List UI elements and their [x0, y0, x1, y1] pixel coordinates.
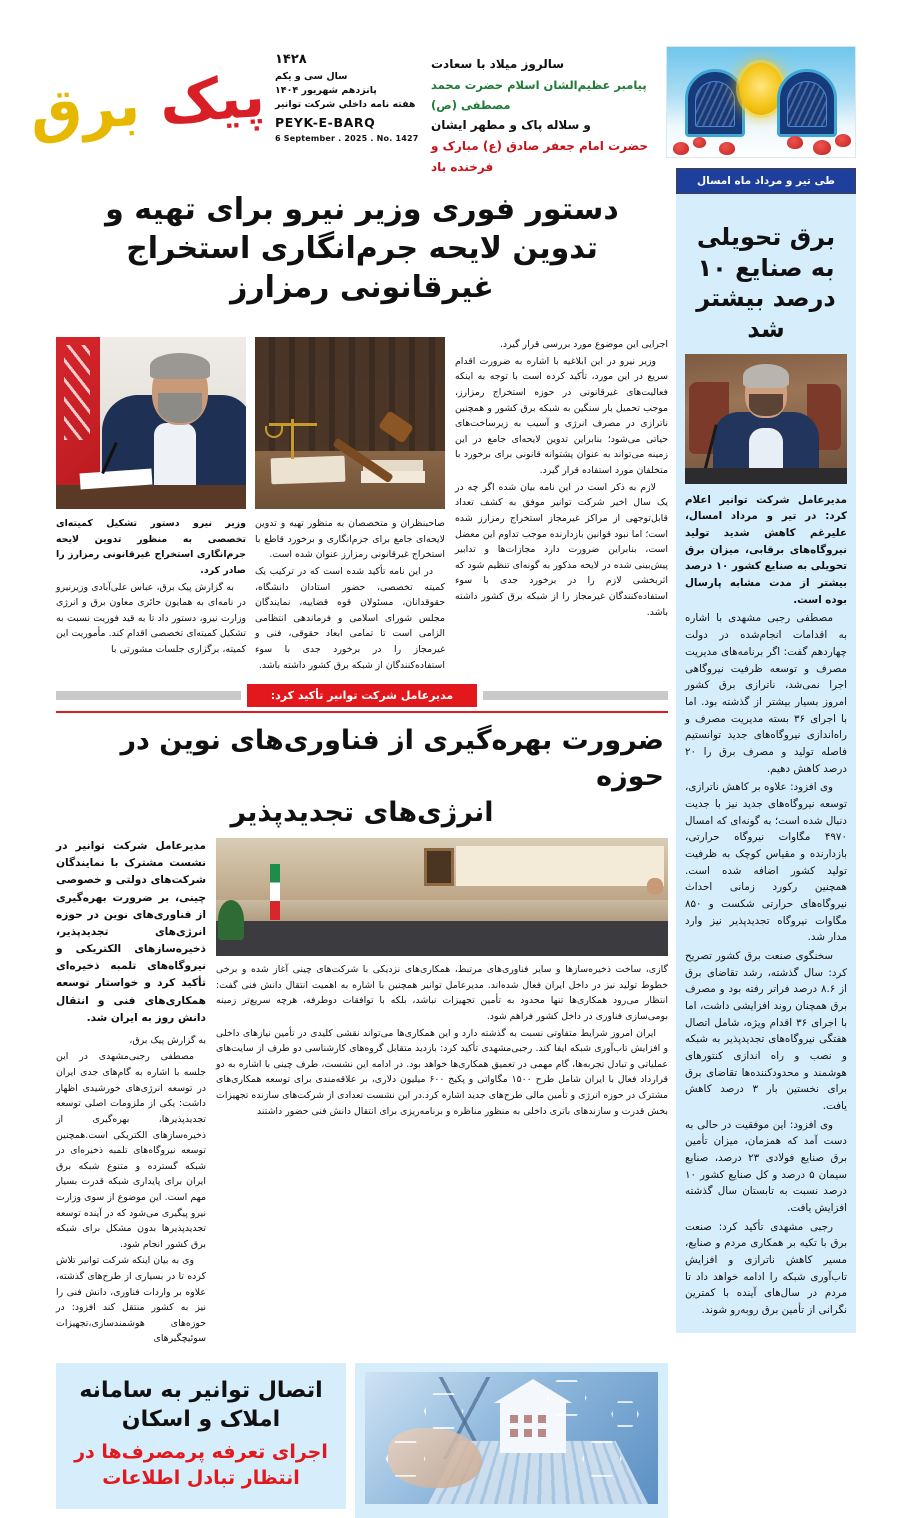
issue-number: ۱۴۲۸ [275, 52, 307, 67]
lead-col-right-p0: وزیر نیرو دستور تشکیل کمیته‌ای تخصصی به منظور تدوین لایحه جرم‌انگاری استخراج غیرقانونی رمزارز را صادر کرد. [56, 518, 246, 577]
red-banner: مدیرعامل شرکت توانیر تأکید کرد: [247, 684, 477, 707]
promo-box [56, 1363, 346, 1509]
lead-col-right [56, 516, 246, 674]
publication-date-fa: پانزدهم شهریور ۱۴۰۴ [275, 84, 377, 96]
feature-lede: مدیرعامل شرکت توانیر در نشست مشترک با نمایندگان شرکت‌های دولتی و خصوصی چینی، بر ضرورت بهره‌گیری از فناوری‌های نوین در حوزه انرژی‌های تجدیدپذیر، ذخیره‌سازهای الکتریکی و نیروگاه‌های تلمبه ذخیره‌ای تأکید کرد و خواستار توسعه همکاری‌های فنی و انتقال دانش روز به ایران شد. [56, 840, 206, 1024]
divider-rule-left [483, 691, 668, 700]
lead-col-left-p0: اجرایی این موضوع مورد بررسی قرار گیرد. [499, 339, 668, 351]
promo-column [56, 1354, 346, 1518]
logo-peyk-text: پیک [157, 61, 268, 138]
sidebar-p5: رجبی مشهدی تأکید کرد: صنعت برق با تکیه بر همکاری مردم و صنایع، مسیر کاهش ناترازی و افزایش تاب‌آوری شبکه را ادامه خواهد داد تا مردم در سال‌های آینده با کمترین نگرانی از تأمین برق روبه‌رو شوند. [685, 1220, 847, 1317]
feature-col-mid [216, 838, 668, 1348]
lead-caption-row [56, 516, 446, 674]
lead-col-left-p2: لازم به ذکر است در این نامه بیان شده اگر چه در یک سال اخیر شرکت توانیر موفق به کشف تعداد قابل‌توجهی از مراکز غیرمجاز استخراج رمزارز شده است؛ اما نبود قوانین بازدارنده موجب تداوم این معضل است، بنابراین ضرورت دارد مجازات‌ها و تدابیر پیش‌بینی شده در لایحه مذکور به گونه‌ای تنظیم شود که اثربخشی لازم را در برخورد جدی با سوء استفاده‌کنندگان غیرمجاز را از شبکه برق کشور داشته باشد. [455, 481, 668, 618]
feature-grid [56, 838, 668, 1348]
section-divider-row [56, 684, 668, 707]
meeting-room-photo [216, 838, 668, 956]
justice-scales-gavel-photo [255, 337, 445, 509]
lead-text-columns [455, 337, 668, 674]
smart-grid-housing-photo [365, 1372, 658, 1504]
lead-col-mid-p1: در این نامه تأکید شده است که در ترکیب یک کمیته تخصصی، حضور استادان دانشگاه، حقوقدانان، مسئولان قوه قضاییه، نمایندگان مجلس شورای اسلامی و فرماندهی انتظامی الزامی است تا تمامی ابعاد حقوقی، فنی و غیرمجاز را در برخورد جدی با سوء استفاده‌کنندگان از شبکه برق کشور داشته باشد. [255, 566, 445, 671]
feature-lede-column [56, 838, 206, 1348]
cloud-hex-icon [611, 1401, 639, 1427]
page-content [56, 168, 856, 1518]
publisher-line: هفته نامه داخلي شركت توانير [275, 99, 416, 110]
feature-story [56, 711, 668, 1518]
lead-headline: دستور فوری وزیر نیرو برای تهیه و تدوین لایحه جرم‌انگاری استخراج غیرقانونی رمزارز [105, 192, 619, 306]
sidebar-p4: وی افزود: این موفقیت در حالی به دست آمد که همزمان، میزان تأمین برق صنایع فولادی ۲۳ درصد، صنایع سیمان ۵ درصد و کل صنایع کشور ۱۰ درصد نسبت به تابستان سال گذشته افزایش یافت. [685, 1118, 847, 1214]
greeting-line-3: و سلاله پاک و مطهر ایشان [431, 118, 591, 133]
lead-photo-column [56, 337, 446, 674]
main-column-area [56, 168, 668, 1518]
sidebar-kicker: طی تیر و مرداد ماه امسال [676, 168, 856, 194]
sidebar-p1: مصطفی رجبی مشهدی با اشاره به اقدامات انجام‌شده در دولت چهاردهم گفت: اگر برنامه‌های مدیریت مصرف و توسعه ظرفیت نیروگاهی اجرا نمی‌شد، ناترازی برق کشور امروز بسیار بیشتر از گذشته بود. اما با اجرای ۳۶ بسته مدیریت مصرف و راه‌اندازی نیروگاه‌های جدید توانستیم فاصله تولید و مصرف برق را ۲۰ درصد کاهش دهیم. [685, 612, 847, 775]
latin-title: PEYK-E-BARQ [275, 115, 376, 131]
lead-photos [56, 337, 446, 509]
divider-rule-right [56, 691, 241, 700]
feature-headline-line-2: انرژی‌های تجدیدپذیر [230, 796, 494, 828]
lead-story [56, 188, 668, 674]
sidebar-p3: سخنگوی صنعت برق کشور تصریح کرد: سال گذشته، رشد تقاضای برق از ۸.۶ درصد فراتر رفته بود و مصرف برق همچنان روند افزایشی داشت، اما با اجرای ۳۶ اقدام ویژه، شامل اتصال هفتگی نیروگاه‌های تجدیدپذیر به شبکه و نصب و راه اندازی کنتورهای هوشمند و محدودکننده‌ها تقاضای برق برای نخستین بار ۳ درصد کاهش یافت. [685, 949, 848, 1112]
bottom-image-box [355, 1363, 668, 1518]
greeting-block [421, 46, 666, 178]
sidebar-column [676, 168, 856, 1518]
sidebar-headline: برق تحویلی به صنایع ۱۰ درصد بیشتر شد [696, 222, 836, 344]
feature-col-mid-p1: ایران امروز شرایط متفاوتی نسبت به گذشته دارد و این همکاری‌ها می‌تواند نقشی کلیدی در تأمین نیازهای داخلی و افزایش تاب‌آوری شبکه ایفا کند. رجبی‌مشهدی تأکید کرد: بازدید متقابل گروه‌های کارشناسی دو طرف از سایت‌های عملیاتی و تبادل تجربه‌ها، گام مهمی در تعمیق همکاری‌ها خواهد بود. در ادامه این نشست، طرف چینی با اشاره به دو قرارداد فعال با ایران شامل طرح ۱۵۰۰ مگاواتی و پکیج ۶۰۰ میلیون دلاری، بر علاقه‌مندی برای توسعه همکاری‌های مشترک در حوزه انرژی و تأمین مالی طرح‌های جدید اشاره کرد.در این نشست تعدادی از شرکت‌های سازنده تجهیزات بخش قدرت و سازندهای باتری داخلی به منظور مناظره و برنامه‌ریزی برای انتقال دانش فنی حضور داشتند [216, 1027, 669, 1117]
lead-col-left-p1: وزیر نیرو در این ابلاغیه با اشاره به ضرورت اقدام سریع در این مورد، تأکید کرده است با توجه به اینکه فعالیت‌های غیرقانونی در حوزه استخراج رمزارز، موجب تحمیل بار سنگین به شبکه برق کشور و همچنین ناترازی در مصرف انرژی و آسیب به زیرساخت‌های حیاتی می‌شود؛ بنابراین تدوین لایحه‌ای جامع در این زمینه می‌تواند به عنوان پشتوانه قانونی برای برخورد با متخلفان مورد استفاده قرار گیرد. [455, 355, 668, 477]
lead-col-mid [255, 516, 445, 674]
promo-subhead: اجرای تعرفه پرمصرف‌ها در انتظار تبادل اطلاعات [74, 1441, 328, 1489]
newspaper-logo [28, 46, 271, 158]
feature-middle [216, 838, 668, 1348]
lead-body-grid [56, 337, 668, 674]
feature-col-mid-p0: گازی، ساخت ذخیره‌سازها و سایر فناوری‌های مرتبط، همکاری‌های نزدیکی با شرکت‌های چینی آغاز شده و برخی خطوط تولید نیز در داخل ایران فعال شده‌اند. مدیرعامل توانیر همچنین با اشاره به اهمیت انتقال دانش فنی گفت: انتظار می‌رود همکاری‌ها تنها محدود به تأمین تجهیزات نباشد، بلکه با توافقات دوطرفه، هرچه سریع‌تر زمینه بومی‌سازی فناوری در داخل کشور فراهم شود. [216, 964, 668, 1022]
feature-col-mid-text [216, 962, 668, 1119]
masthead [28, 46, 856, 175]
feature-col-right-p2: وی به بیان اینکه شرکت توانیر تلاش کرده تا در بسیاری از طرح‌های گذشته، علاوه بر واردات فناوری، دانش فنی را نیز به کشور منتقل کند افزود: در حوزه‌های هوشمندسازی،تجهیزات سوئیچگیرهای [56, 1255, 206, 1345]
latin-date: 6 September . 2025 . No. 1427 [275, 134, 419, 143]
publication-year: سال سی و یکم [275, 70, 348, 82]
minister-signing-photo [56, 337, 246, 509]
sidebar-body [685, 492, 847, 1319]
feature-headline [56, 721, 668, 838]
sidebar-p0: مدیرعامل شرکت توانیر اعلام کرد: در تیر و مرداد امسال، علیرغم کاهش شدید تولید نیروگاه‌های برقابی، میزان برق تحویلی به صنایع کشور ۱۰ درصد بیشتر از مدت مشابه پارسال بوده است. [685, 493, 847, 606]
feature-col-right-p1: مصطفی رجبی‌مشهدی در این جلسه با اشاره به گام‌های جدی ایران در توسعه انرژی‌های خورشیدی اظهار داشت: یکی از ملزومات اصلی توسعه تجدیدپذیرها، بهره‌گیری از ذخیره‌سازهای الکتریکی است.همچنین توسعه نیروگاه‌های تلمبه ذخیره‌ای در شبکه گسترده و متنوع شبکه برق ایران برای پایداری شبکه قدرت بسیار مهم است. این موضوع از سوی وزارت نیرو پیگیری می‌شود که در آینده توسعه تجدیدپذیرها بدون مشکل برای شبکه برق کشور انجام شود. [56, 1051, 206, 1250]
logo-barq-text: برق [28, 70, 143, 147]
sidebar-p2: وی افزود: علاوه بر کاهش ناترازی، توسعه نیروگاه‌های جدید نیز با جدیت دنبال شده است؛ به گونه‌ای که امسال ۴۹۷۰ مگاوات نیروگاه حرارتی، بازدارنده و مقیاس کوچک به ظرفیت تولید کشور اضافه شده است. همچنین رکورد زمانی احداث نیروگاه‌های حرارتی شکست و ۸۵۰ مگاوات نیروگاه تجدیدپذیر نیز وارد مدار شد. [685, 781, 847, 944]
tulip-decoration [667, 127, 855, 157]
lead-col-mid-p0: صاحبنظران و متخصصان به منظور تهیه و تدوین لایحه‌ای جامع برای جرم‌انگاری و برخورد قاطع با استخراج غیرقانونی رمزارز عنوان شده است. [255, 518, 445, 561]
feature-headline-line-1: ضرورت بهره‌گیری از فناوری‌های نوین در حوزه [120, 725, 664, 792]
bottom-image-column [355, 1354, 668, 1518]
managing-director-portrait [685, 354, 847, 484]
feature-col-right [56, 1033, 206, 1347]
lead-col-left [455, 337, 668, 674]
greeting-line-1: سالروز میلاد با سعادت [431, 57, 565, 71]
islamic-celebration-artwork [666, 46, 856, 158]
sidebar-box [676, 194, 856, 1333]
issue-identification [271, 46, 421, 145]
promo-headline: اتصال توانیر به سامانه املاک و اسکان [79, 1378, 323, 1432]
feature-bottom-row [56, 1354, 668, 1518]
greeting-line-2: پیامبر عظیم‌الشان اسلام حضرت محمد مصطفی (ص) [431, 78, 647, 113]
lead-col-right-p1: به گزارش پیک برق، عباس علی‌آبادی وزیرنیرو در نامه‌ای به همایون حائری معاون برق و انرژی وزارت نیرو، دستور داد تا به قید فوریت نسبت به تشکیل کمیته‌ای تخصصی اقدام کند. مأموریت این کمیته، برگزاری جلسات مشورتی با [56, 581, 246, 656]
logo-wordmark [28, 61, 268, 147]
greeting-line-4: حضرت امام جعفر صادق (ع) مبارک و فرخنده باد [431, 139, 649, 175]
feature-col-right-p0: به گزارش پیک برق، [129, 1034, 206, 1046]
red-banner-wrap [247, 684, 477, 707]
